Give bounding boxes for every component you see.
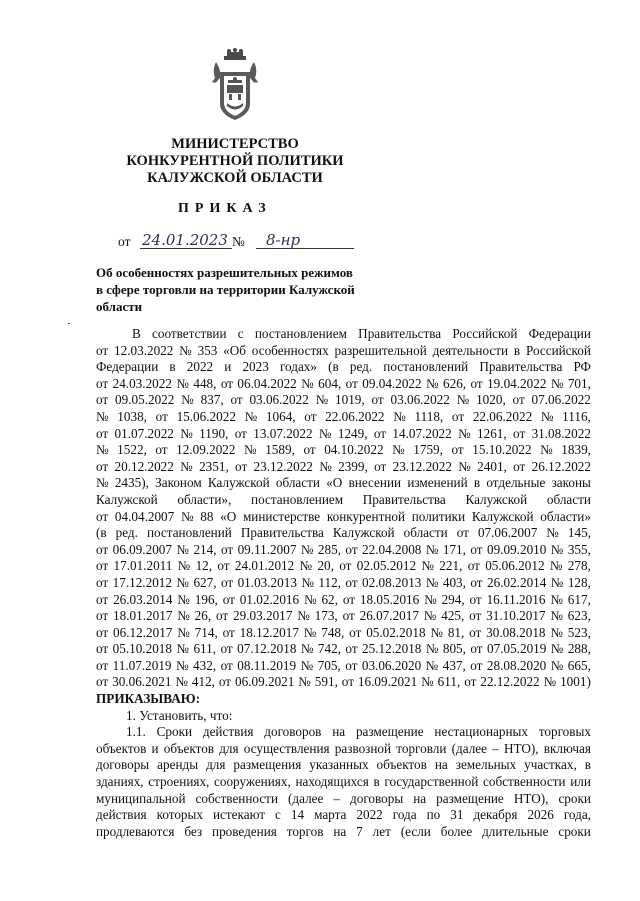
item-1: 1. Установить, что:: [126, 707, 233, 723]
handwritten-number: 8-нр: [266, 231, 301, 249]
body-line: продлеваются без проведения торгов на 7 лет (если более длительные сроки: [96, 823, 591, 839]
body-line: от 11.07.2019 № 432, от 08.11.2019 № 705, от 03.06.2020 № 437, от 28.08.2020 № 665,: [96, 657, 591, 673]
date-prefix: от: [118, 234, 131, 249]
order-date-number-line: [118, 231, 368, 253]
ministry-line-1: МИНИСТЕРСТВО: [171, 136, 299, 152]
body-line: от 05.10.2018 № 611, от 07.12.2018 № 742, от 25.12.2018 № 805, от 07.05.2019 № 288,: [96, 641, 591, 657]
order-word: ПРИКАЗЫВАЮ:: [96, 691, 200, 707]
body-line: от 17.12.2012 № 627, от 01.03.2013 № 112, от 02.08.2013 № 403, от 26.02.2014 № 128,: [96, 574, 591, 590]
body-line: от 12.03.2022 № 353 «Об особенностях разрешительной деятельности в Российской: [96, 342, 591, 358]
body-line: Калужской области», постановлением Правительства Калужской области: [96, 491, 591, 507]
preamble-paragraph: [96, 326, 591, 691]
handwritten-date: 24.01.2023: [142, 231, 228, 249]
body-line: объектов и объектов для осуществления развозной торговли (далее – НТО), включая: [96, 740, 591, 756]
ministry-line-3: КАЛУЖСКОЙ ОБЛАСТИ: [147, 170, 323, 186]
document-body: [96, 326, 591, 840]
coat-of-arms-emblem: [210, 48, 260, 122]
body-line: от 17.01.2011 № 12, от 24.01.2012 № 20, от 02.05.2012 № 221, от 05.06.2012 № 278,: [96, 558, 591, 574]
body-line: зданиях, строениях, сооружениях, находящихся в государственной собственности или: [96, 774, 591, 790]
body-line: от 06.12.2017 № 714, от 18.12.2017 № 748, от 05.02.2018 № 81, от 30.08.2018 № 523,: [96, 624, 591, 640]
number-sign: №: [232, 234, 245, 249]
order-subject: [96, 264, 386, 315]
ministry-line-2: КОНКУРЕНТНОЙ ПОЛИТИКИ: [126, 153, 344, 169]
body-line: от 06.09.2007 № 214, от 09.11.2007 № 285, от 22.04.2008 № 171, от 09.09.2010 № 355,: [96, 541, 591, 557]
item-1-1-paragraph: [96, 724, 591, 840]
body-line: от 18.01.2017 № 26, от 29.03.2017 № 173, от 26.07.2017 № 425, от 31.10.2017 № 623,: [96, 608, 591, 624]
body-line: № 1522, от 12.09.2022 № 1589, от 04.10.2022 № 1759, от 15.10.2022 № 1839,: [96, 442, 591, 458]
date-underline: [140, 248, 232, 249]
body-line: от 26.03.2014 № 196, от 01.02.2016 № 62, от 18.05.2016 № 294, от 16.11.2016 № 617,: [96, 591, 591, 607]
subject-line-2: в сфере торговли на территории Калужской: [96, 282, 355, 297]
body-line: Федерации в 2022 и 2023 годах» (в ред. постановлений Правительства РФ: [96, 359, 591, 375]
body-line: 1.1. Сроки действия договоров на размещение нестационарных торговых: [126, 724, 591, 740]
body-line: от 30.06.2021 № 412, от 06.09.2021 № 591, от 16.09.2021 № 611, от 22.12.2022 № 1001): [96, 674, 591, 690]
subject-line-3: области: [96, 299, 143, 314]
body-line: от 04.04.2007 № 88 «О министерстве конкурентной политики Калужской области»: [96, 508, 591, 524]
subject-line-1: Об особенностях разрешительных режимов: [96, 265, 353, 280]
body-line: муниципальной собственности (далее – договоры на размещение НТО), сроки: [96, 790, 591, 806]
body-line: (в ред. постановлений Правительства Калужской области от 07.06.2007 № 145,: [96, 525, 591, 541]
ministry-name: [95, 136, 375, 187]
margin-mark: [68, 323, 70, 324]
body-line: от 24.03.2022 № 448, от 06.04.2022 № 604, от 09.04.2022 № 626, от 19.04.2022 № 701,: [96, 375, 591, 391]
body-line: № 2435), Законом Калужской области «О внесении изменений в отдельные законы: [96, 475, 591, 491]
body-line: от 01.07.2022 № 1190, от 13.07.2022 № 1249, от 14.07.2022 № 1261, от 31.08.2022: [96, 425, 591, 441]
body-line: от 09.05.2022 № 837, от 03.06.2022 № 1019, от 03.06.2022 № 1020, от 07.06.2022: [96, 392, 591, 408]
body-line: В соответствии с постановлением Правительства Российской Федерации: [132, 326, 591, 341]
body-line: договоры аренды для размещения указанных объектов на земельных участках, в: [96, 757, 591, 773]
body-line: от 20.12.2022 № 2351, от 23.12.2022 № 2399, от 23.12.2022 № 2401, от 26.12.2022: [96, 458, 591, 474]
body-line: № 1038, от 15.06.2022 № 1064, от 22.06.2022 № 1118, от 22.06.2022 № 1116,: [96, 408, 591, 424]
body-line: действия которых истекают с 14 марта 2022 года по 31 декабря 2026 года,: [96, 807, 591, 823]
document-type-title: ПРИКАЗ: [178, 201, 272, 216]
number-underline: [256, 248, 354, 249]
